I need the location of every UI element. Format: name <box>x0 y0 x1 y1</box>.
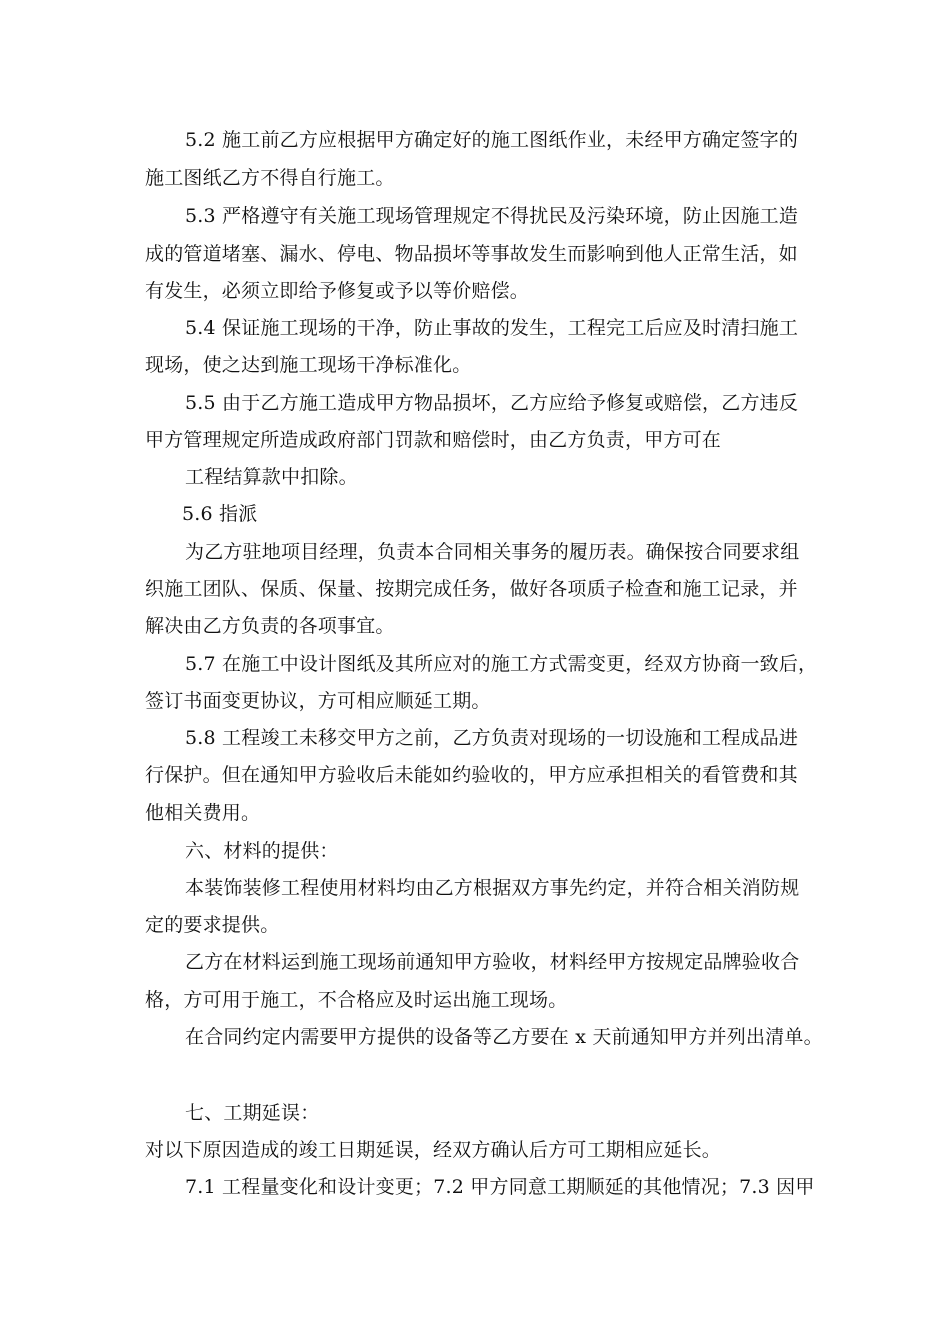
text-line-6: 5.4 保证施工现场的干净，防止事故的发生，工程完工后应及时清扫施工 <box>185 317 799 339</box>
text-line-14: 解决由乙方负责的各项事宜。 <box>145 615 395 637</box>
text-line-12: 为乙方驻地项目经理，负责本合同相关事务的履历表。确保按合同要求组 <box>185 541 800 563</box>
text-line-28: 7.1 工程量变化和设计变更；7.2 甲方同意工期顺延的其他情况；7.3 因甲 <box>185 1176 815 1198</box>
text-line-21: 本装饰装修工程使用材料均由乙方根据双方事先约定，并符合相关消防规 <box>185 877 800 899</box>
text-line-27: 对以下原因造成的竣工日期延误，经双方确认后方可工期相应延长。 <box>145 1139 722 1161</box>
text-line-10: 工程结算款中扣除。 <box>185 466 358 488</box>
text-line-24: 格，方可用于施工，不合格应及时运出施工现场。 <box>145 989 568 1011</box>
text-line-7: 现场，使之达到施工现场干净标准化。 <box>145 354 472 376</box>
text-line-17: 5.8 工程竣工未移交甲方之前，乙方负责对现场的一切设施和工程成品进 <box>185 727 799 749</box>
text-line-5: 有发生，必须立即给予修复或予以等价赔偿。 <box>145 280 530 302</box>
section-heading-delay: 七、工期延误： <box>185 1102 320 1124</box>
text-line-22: 定的要求提供。 <box>145 914 280 936</box>
text-line-13: 织施工团队、保质、保量、按期完成任务，做好各项质子检查和施工记录，并 <box>145 578 798 600</box>
text-line-4: 成的管道堵塞、漏水、停电、物品损坏等事故发生而影响到他人正常生活，如 <box>145 243 798 265</box>
text-line-2: 施工图纸乙方不得自行施工。 <box>145 167 395 189</box>
section-heading-materials: 六、材料的提供： <box>185 840 339 862</box>
text-line-9: 甲方管理规定所造成政府部门罚款和赔偿时，由乙方负责，甲方可在 <box>145 429 722 451</box>
text-line-23: 乙方在材料运到施工现场前通知甲方验收，材料经甲方按规定品牌验收合 <box>185 951 800 973</box>
text-line-1: 5.2 施工前乙方应根据甲方确定好的施工图纸作业，未经甲方确定签字的 <box>185 129 799 151</box>
text-line-8: 5.5 由于乙方施工造成甲方物品损坏，乙方应给予修复或赔偿，乙方违反 <box>185 392 799 414</box>
text-line-3: 5.3 严格遵守有关施工现场管理规定不得扰民及污染环境，防止因施工造 <box>185 205 799 227</box>
text-line-25: 在合同约定内需要甲方提供的设备等乙方要在 x 天前通知甲方并列出清单。 <box>185 1026 823 1048</box>
text-line-11: 5.6 指派 <box>182 503 258 525</box>
text-line-18: 行保护。但在通知甲方验收后未能如约验收的，甲方应承担相关的看管费和其 <box>145 764 798 786</box>
text-line-15: 5.7 在施工中设计图纸及其所应对的施工方式需变更，经双方协商一致后， <box>185 653 818 675</box>
text-line-16: 签订书面变更协议，方可相应顺延工期。 <box>145 690 491 712</box>
text-line-19: 他相关费用。 <box>145 802 261 824</box>
